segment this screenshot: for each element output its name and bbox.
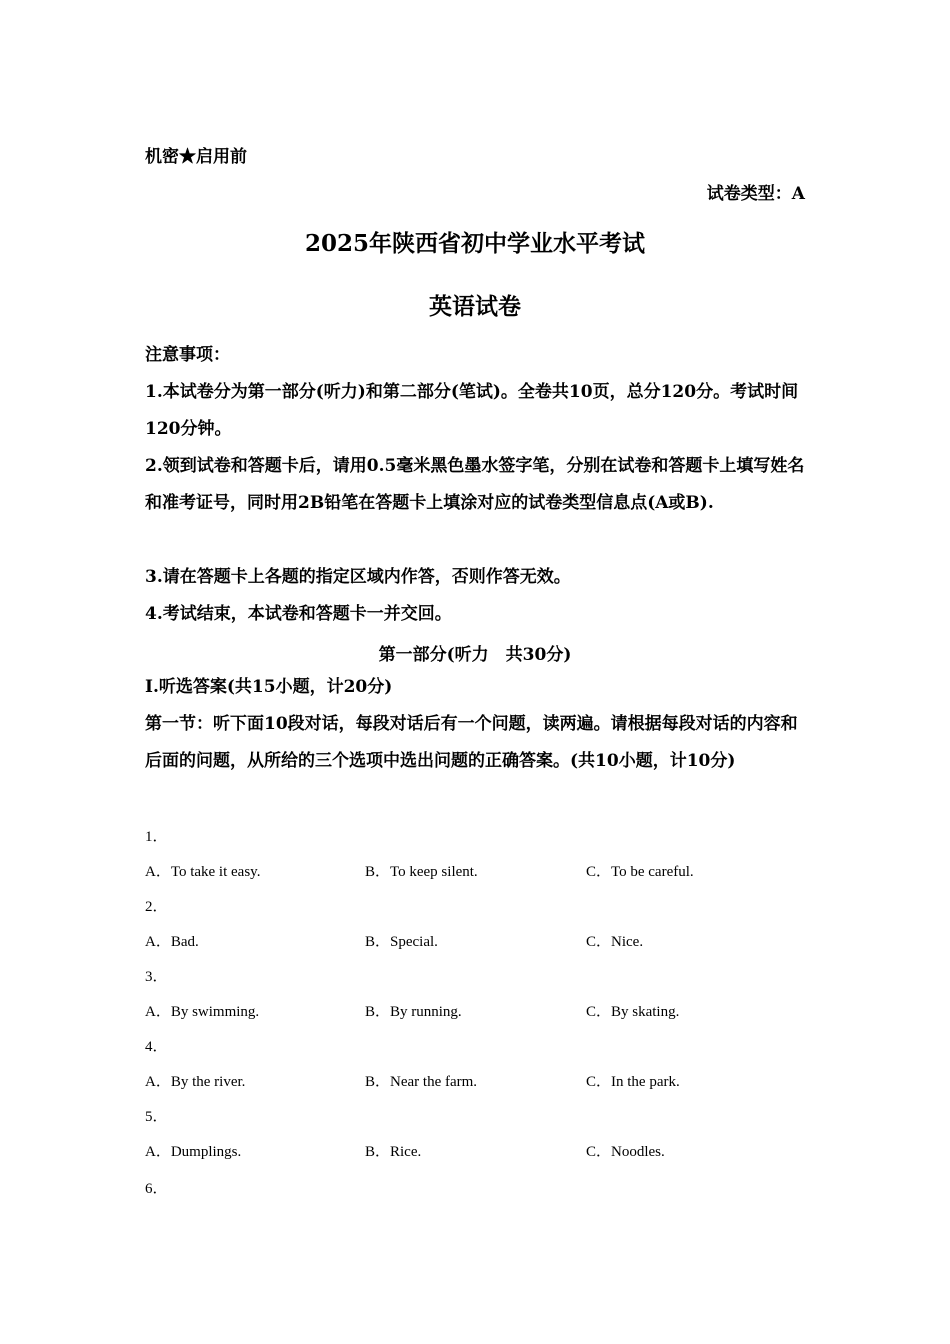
option-a: A．Dumplings. (145, 1144, 242, 1160)
option-b: B．To keep silent. (365, 864, 478, 880)
option-b: B．By running. (365, 1004, 462, 1020)
part1-heading: 第一部分(听力 共30分) (378, 645, 572, 665)
option-b: B．Rice. (365, 1144, 422, 1160)
section1-instructions: 第一节：听下面10段对话，每段对话后有一个问题，读两遍。请根据每段对话的内容和后面的问题，从所给的三个选项中选出问题的正确答案。(共10小题，计10分) (145, 714, 798, 771)
option-c: C．In the park. (586, 1074, 680, 1090)
question-number: 2． (145, 899, 168, 915)
notice-item-2: 2.领到试卷和答题卡后，请用0.5毫米黑色墨水签字笔，分别在试卷和答题卡上填写姓名和准考证号，同时用2B铅笔在答题卡上填涂对应的试卷类型信息点(A或B). (145, 456, 805, 513)
exam-title: 2025年陕西省初中学业水平考试 (304, 230, 645, 257)
notice-item-1: 1.本试卷分为第一部分(听力)和第二部分(笔试)。全卷共10页，总分120分。考试时间120分钟。 (145, 382, 799, 439)
notice-item-3: 3.请在答题卡上各题的指定区域内作答，否则作答无效。 (145, 567, 571, 587)
exam-subtitle: 英语试卷 (429, 293, 521, 320)
option-a: A．Bad. (145, 934, 199, 950)
option-a: A．By swimming. (145, 1004, 260, 1020)
question-number: 4． (145, 1039, 168, 1055)
option-c: C．To be careful. (586, 864, 694, 880)
option-c: C．Noodles. (586, 1144, 665, 1160)
paper-type-label: 试卷类型：A (706, 184, 805, 204)
option-a: A．To take it easy. (145, 864, 261, 880)
option-b: B．Special. (365, 934, 438, 950)
question-number: 5． (145, 1109, 168, 1125)
option-a: A．By the river. (145, 1074, 246, 1090)
question-number: 1． (145, 829, 168, 845)
option-c: C．By skating. (586, 1004, 680, 1020)
section-title: I.听选答案(共15小题，计20分) (145, 677, 393, 697)
option-c: C．Nice. (586, 934, 644, 950)
question-number: 3． (145, 969, 168, 985)
notice-item-4: 4.考试结束，本试卷和答题卡一并交回。 (145, 604, 452, 624)
confidential-label: 机密★启用前 (145, 147, 247, 167)
question-number: 6． (145, 1181, 168, 1197)
option-b: B．Near the farm. (365, 1074, 478, 1090)
notice-heading: 注意事项： (145, 345, 230, 365)
